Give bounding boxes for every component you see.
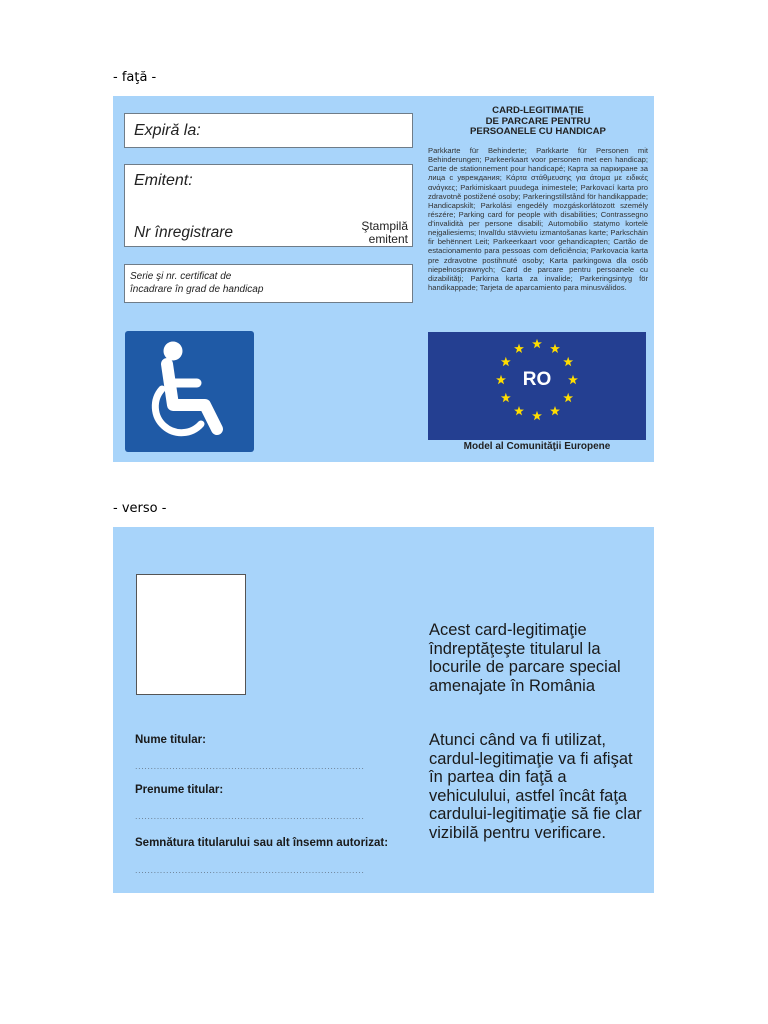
card-title: CARD-LEGITIMAŢIE DE PARCARE PENTRU PERSOANELE CU HANDICAP [470,105,606,137]
back-section-label: - verso - [113,501,167,516]
serie-field [124,264,413,303]
star-icon [514,344,524,353]
photo-box [136,574,246,695]
star-icon [550,406,560,415]
wheelchair-icon [125,331,254,452]
star-icon [501,393,511,402]
expira-label: Expiră la: [134,122,201,139]
multilingual-text: Parkkarte für Behinderte; Parkkarte für Personen mit Behinderungen; Parkeerkaart voor personen met een handicap; Carte de stationnement pour handicapé; Карта за паркиране за лица с увреждания; Κάρτα στάθμευσης για άτομα με ειδικές ανάγκες; Parkimiskaart puudega inimestele; Parkovací karta pro zdravotně postižené osoby; Parkeringstillstånd för handikappade; Handicapskilt; Parkolási engedély mozgáskorlátozott személy részére; Parking card for people with disabilities; Contrassegno d'invalidità per persone disabili; Automobilio statymo kortelė neįgaliesiems; Invalīdu stāvvietu izmantošanas karte; Parkschäin fir behënnert Leit; Parkeerkaart voor gehandicapten; Cartão de estacionamento para pessoas com deficiência; Parkovacia karta pre zdravotne postihnuté osoby; Karta parkingowa dla osób niepełnosprawnych; Card de parcare pentru persoanele cu dizabilităţi; Parkirna karta za invalide; Parkeringsintyg för handikappade; Tarjeta de aparcamiento para minusválidos. [428,146,648,292]
star-icon [501,357,511,366]
prenume-label: Prenume titular: [135,784,224,796]
model-label: Model al Comunităţii Europene [463,441,611,452]
emitent-label: Emitent: [134,172,193,189]
star-icon [563,357,573,366]
info-text: Acest card-legitimaţie îndreptăţeşte titularul la locurile de parcare special amenajate în România [429,621,621,695]
emitent-field [124,164,413,247]
star-icon [550,344,560,353]
expira-field [124,113,413,148]
star-icon [514,406,524,415]
star-icon [532,411,542,420]
semnatura-label: Semnătura titularului sau alt însemn autorizat: [135,837,389,849]
card-back [113,527,654,893]
front-section-label: - faţă - [113,70,157,85]
display-instructions: Atunci când va fi utilizat, cardul-legitimaţie va fi afişat în partea din faţă a vehiculului, astfel încât faţa cardului-legitimaţie să fie clar vizibilă pentru verificare. [429,731,642,842]
semnatura-dotted-line: .......................................................................... [135,865,365,875]
eu-flag [428,332,646,440]
nume-label: Nume titular: [135,734,206,746]
country-code: RO [522,369,552,390]
star-icon [563,393,573,402]
card-front [113,96,654,462]
serie-label: Serie şi nr. certificat de încadrare în grad de handicap [130,271,264,295]
prenume-dotted-line: .......................................................................... [135,811,365,821]
star-icon [532,339,542,348]
nr-inregistrare-label: Nr înregistrare [134,224,234,241]
nume-dotted-line: .......................................................................... [135,761,365,771]
stampila-label: Ştampilă emitent [361,219,408,246]
